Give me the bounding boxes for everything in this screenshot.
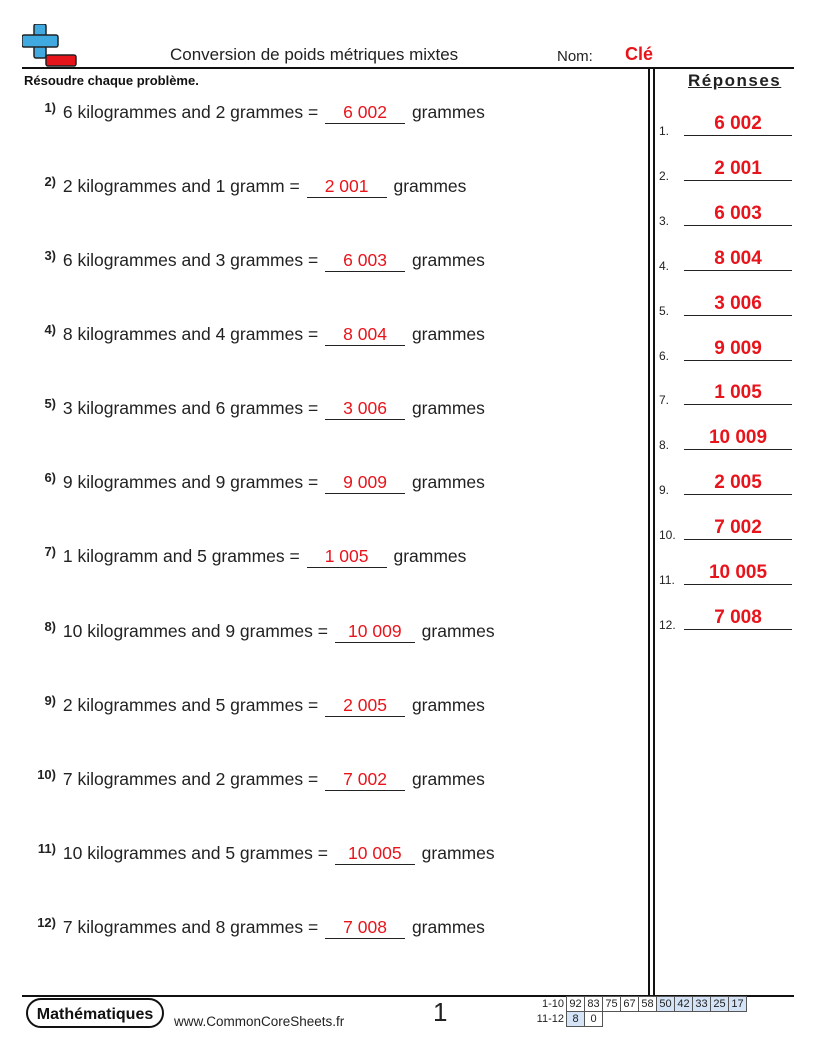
answer-key-number: 1.	[659, 124, 670, 138]
score-cell: 8	[567, 1012, 585, 1027]
problem-number: 11)	[37, 841, 56, 856]
answer-key-item-8	[659, 422, 792, 452]
score-cell-empty	[729, 1012, 747, 1027]
answer-key-line	[684, 315, 792, 316]
score-cell-empty	[657, 1012, 675, 1027]
problem-text: 2 kilogrammes and 5 grammes =	[62, 695, 319, 715]
column-divider-left	[648, 69, 650, 995]
answer-blank[interactable]: 9 009	[325, 472, 405, 494]
page-number: 1	[433, 997, 448, 1027]
problem-8	[24, 619, 495, 649]
column-divider-right	[653, 69, 655, 995]
answer-key-value: 2 001	[714, 158, 762, 179]
problem-9	[24, 693, 485, 723]
worksheet-title: Conversion de poids métriques mixtes	[170, 45, 459, 64]
score-cell: 33	[693, 997, 711, 1012]
problem-text: 1 kilogramm and 5 grammes =	[62, 546, 300, 566]
answer-key-number: 12.	[659, 618, 676, 632]
answer-key-value: 10 009	[708, 427, 768, 448]
problem-12	[24, 915, 485, 945]
problem-unit: grammes	[411, 250, 485, 270]
answer-key-value: 6 003	[714, 203, 762, 224]
score-cell: 17	[729, 997, 747, 1012]
score-row	[530, 997, 747, 1012]
score-row-label: 1-10	[541, 998, 564, 1010]
score-cell: 67	[621, 997, 639, 1012]
problem-number: 6)	[44, 470, 56, 485]
answer-key-number: 3.	[659, 214, 670, 228]
score-cell-empty	[693, 1012, 711, 1027]
problem-unit: grammes	[393, 176, 467, 196]
score-row-label: 11-12	[536, 1013, 564, 1025]
problem-unit: grammes	[393, 546, 467, 566]
problem-unit: grammes	[421, 621, 495, 641]
answer-key-item-12	[659, 602, 792, 632]
answer-key-value: 7 002	[714, 517, 762, 538]
answer-key-value: 8 004	[714, 248, 762, 269]
answer-key-line	[684, 135, 792, 136]
answer-key-value: 3 006	[714, 293, 762, 314]
problem-text: 6 kilogrammes and 3 grammes =	[62, 250, 319, 270]
answer-blank[interactable]: 1 005	[307, 546, 387, 568]
score-cell: 92	[567, 997, 585, 1012]
answer-key-item-10	[659, 512, 792, 542]
name-label: Nom:	[557, 48, 593, 65]
answer-key-item-3	[659, 198, 792, 228]
answer-key-number: 5.	[659, 304, 670, 318]
score-row	[530, 1012, 747, 1027]
problem-10	[24, 767, 485, 797]
score-cell: 42	[675, 997, 693, 1012]
problem-text: 8 kilogrammes and 4 grammes =	[62, 324, 319, 344]
problem-3	[24, 248, 485, 278]
site-url[interactable]: www.CommonCoreSheets.fr	[174, 1014, 345, 1029]
answer-key-line	[684, 180, 792, 181]
problem-number: 8)	[44, 619, 56, 634]
answer-key-line	[684, 449, 792, 450]
answer-key-item-11	[659, 557, 792, 587]
score-cell-empty	[711, 1012, 729, 1027]
answer-blank[interactable]: 6 002	[325, 102, 405, 124]
score-cell-empty	[675, 1012, 693, 1027]
answer-key-item-1	[659, 108, 792, 138]
answer-key-number: 7.	[659, 393, 670, 407]
problem-4	[24, 322, 485, 352]
answer-key-item-4	[659, 243, 792, 273]
answer-key-line	[684, 584, 792, 585]
answer-key-line	[684, 270, 792, 271]
answer-key-line	[684, 539, 792, 540]
answer-key-item-9	[659, 467, 792, 497]
answer-key-item-7	[659, 377, 792, 407]
answer-key-item-2	[659, 153, 792, 183]
problem-11	[24, 841, 495, 871]
answer-key-item-6	[659, 333, 792, 363]
problem-number: 3)	[44, 248, 56, 263]
problem-text: 7 kilogrammes and 2 grammes =	[62, 769, 319, 789]
answer-key-number: 4.	[659, 259, 670, 273]
score-cell: 58	[639, 997, 657, 1012]
answer-blank[interactable]: 10 009	[335, 621, 415, 643]
header-divider	[22, 67, 794, 69]
answer-key-line	[684, 360, 792, 361]
answer-key-item-5	[659, 288, 792, 318]
answer-key-number: 11.	[659, 573, 675, 587]
problem-unit: grammes	[411, 398, 485, 418]
answer-key-line	[684, 404, 792, 405]
score-cell: 25	[711, 997, 729, 1012]
problem-number: 4)	[44, 322, 56, 337]
answer-blank[interactable]: 2 001	[307, 176, 387, 198]
score-cell-empty	[621, 1012, 639, 1027]
answer-key-line	[684, 629, 792, 630]
problem-unit: grammes	[411, 769, 485, 789]
plus-minus-logo-icon	[22, 24, 78, 68]
problem-text: 2 kilogrammes and 1 gramm =	[62, 176, 300, 196]
answer-blank[interactable]: 8 004	[325, 324, 405, 346]
score-cell: 50	[657, 997, 675, 1012]
problem-number: 12)	[37, 915, 56, 930]
problem-unit: grammes	[411, 695, 485, 715]
answer-key-value: 9 009	[714, 338, 762, 359]
score-cell: 75	[603, 997, 621, 1012]
problem-unit: grammes	[411, 324, 485, 344]
brand-badge: Mathématiques	[26, 998, 164, 1028]
problem-6	[24, 470, 485, 500]
problem-5	[24, 396, 485, 426]
problem-text: 9 kilogrammes and 9 grammes =	[62, 472, 319, 492]
score-table	[530, 996, 747, 1027]
answer-blank[interactable]: 6 003	[325, 250, 405, 272]
answer-key-value: 7 008	[714, 607, 762, 628]
answer-blank[interactable]: 10 005	[335, 843, 415, 865]
problem-text: 6 kilogrammes and 2 grammes =	[62, 102, 319, 122]
answer-key-line	[684, 494, 792, 495]
problem-2	[24, 174, 466, 204]
answers-heading: Réponses	[688, 71, 782, 90]
problem-1	[24, 100, 485, 130]
answer-key-number: 2.	[659, 169, 670, 183]
score-cell: 0	[585, 1012, 603, 1027]
problem-unit: grammes	[411, 472, 485, 492]
answer-key-value: 2 005	[714, 472, 762, 493]
answer-key-value: 1 005	[714, 382, 762, 403]
answer-key-number: 6.	[659, 349, 670, 363]
name-value: Clé	[625, 44, 654, 64]
problem-text: 7 kilogrammes and 8 grammes =	[62, 917, 319, 937]
problem-number: 2)	[44, 174, 56, 189]
answer-blank[interactable]: 7 008	[325, 917, 405, 939]
score-cell-empty	[639, 1012, 657, 1027]
answer-key-value: 6 002	[714, 113, 762, 134]
score-cell: 83	[585, 997, 603, 1012]
problem-number: 1)	[44, 100, 56, 115]
problem-unit: grammes	[421, 843, 495, 863]
answer-key-number: 10.	[659, 528, 676, 542]
problem-number: 10)	[37, 767, 56, 782]
problem-number: 7)	[44, 544, 56, 559]
score-cell-empty	[603, 1012, 621, 1027]
answer-blank[interactable]: 2 005	[325, 695, 405, 717]
problem-number: 9)	[44, 693, 56, 708]
problem-7	[24, 544, 466, 574]
problem-text: 10 kilogrammes and 9 grammes =	[62, 621, 328, 641]
answer-key-number: 9.	[659, 483, 670, 497]
problem-text: 10 kilogrammes and 5 grammes =	[62, 843, 328, 863]
answer-blank[interactable]: 7 002	[325, 769, 405, 791]
instructions: Résoudre chaque problème.	[24, 73, 199, 88]
answer-blank[interactable]: 3 006	[325, 398, 405, 420]
problem-number: 5)	[44, 396, 56, 411]
answer-key-number: 8.	[659, 438, 670, 452]
answer-key-value: 10 005	[708, 562, 768, 583]
problem-unit: grammes	[411, 917, 485, 937]
problem-text: 3 kilogrammes and 6 grammes =	[62, 398, 319, 418]
answer-key-line	[684, 225, 792, 226]
problem-unit: grammes	[411, 102, 485, 122]
